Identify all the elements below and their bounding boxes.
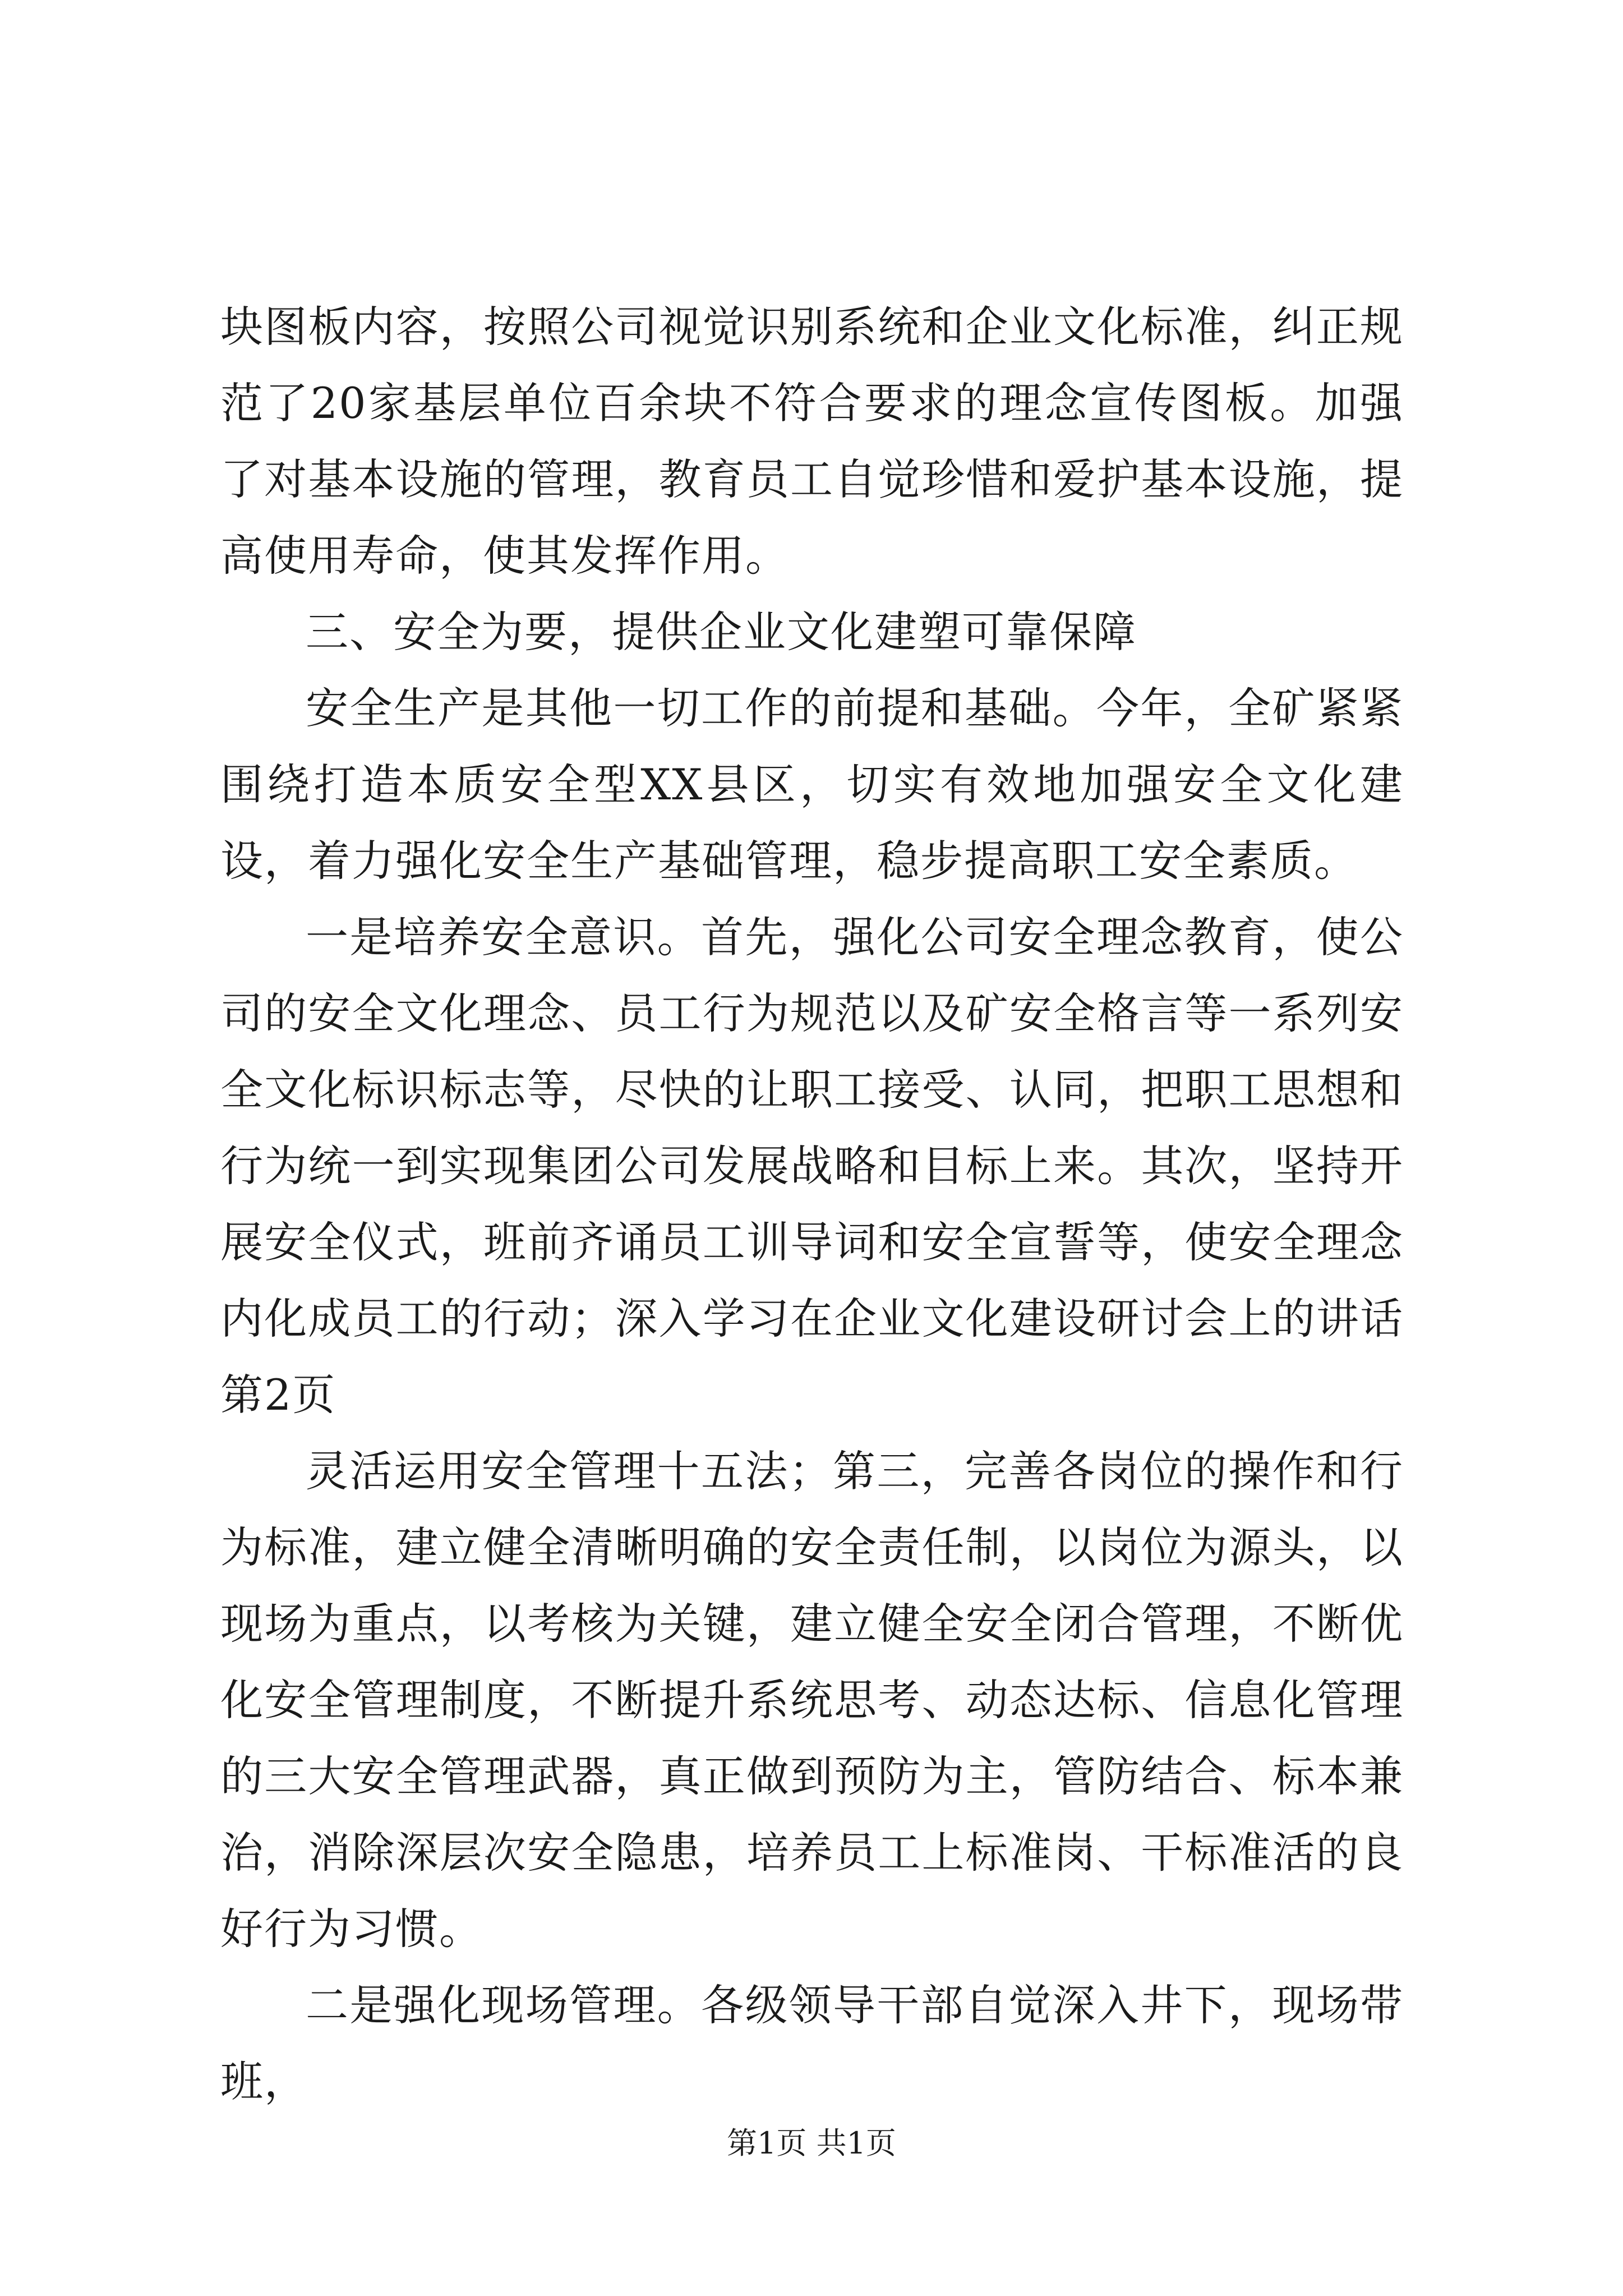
paragraph-6: 二是强化现场管理。各级领导干部自觉深入井下，现场带班， (220, 1980, 1404, 2106)
section-heading: 三、安全为要，提供企业文化建塑可靠保障 (306, 607, 1137, 657)
page-footer: 第1页 共1页 (727, 2125, 896, 2161)
paragraph-1: 块图板内容，按照公司视觉识别系统和企业文化标准，纠正规范了20家基层单位百余块不符合要求的理念宣传图板。加强了对基本设施的管理，教育员工自觉珍惜和爱护基本设施，提高使用寿命，使其发挥作用。 (220, 302, 1404, 581)
paragraph-4: 一是培养安全意识。首先，强化公司安全理念教育，使公司的安全文化理念、员工行为规范以及矿安全格言等一系列安全文化标识标志等，尽快的让职工接受、认同，把职工思想和行为统一到实现集团公司发展战略和目标上来。其次，坚持开展安全仪式，班前齐诵员工训导词和安全宣誓等，使安全理念内化成员工的行动；深入学习在企业文化建设研讨会上的讲话第2页 (220, 912, 1404, 1420)
paragraph-5: 灵活运用安全管理十五法；第三，完善各岗位的操作和行为标准，建立健全清晰明确的安全责任制，以岗位为源头，以现场为重点，以考核为关键，建立健全安全闭合管理，不断优化安全管理制度，不断提升系统思考、动态达标、信息化管理的三大安全管理武器，真正做到预防为主，管防结合、标本兼治，消除深层次安全隐患，培养员工上标准岗、干标准活的良好行为习惯。 (220, 1446, 1404, 1954)
document-body (220, 289, 1404, 2120)
paragraph-3: 安全生产是其他一切工作的前提和基础。今年，全矿紧紧围绕打造本质安全型XX县区，切实有效地加强安全文化建设，着力强化安全生产基础管理，稳步提高职工安全素质。 (220, 683, 1404, 886)
